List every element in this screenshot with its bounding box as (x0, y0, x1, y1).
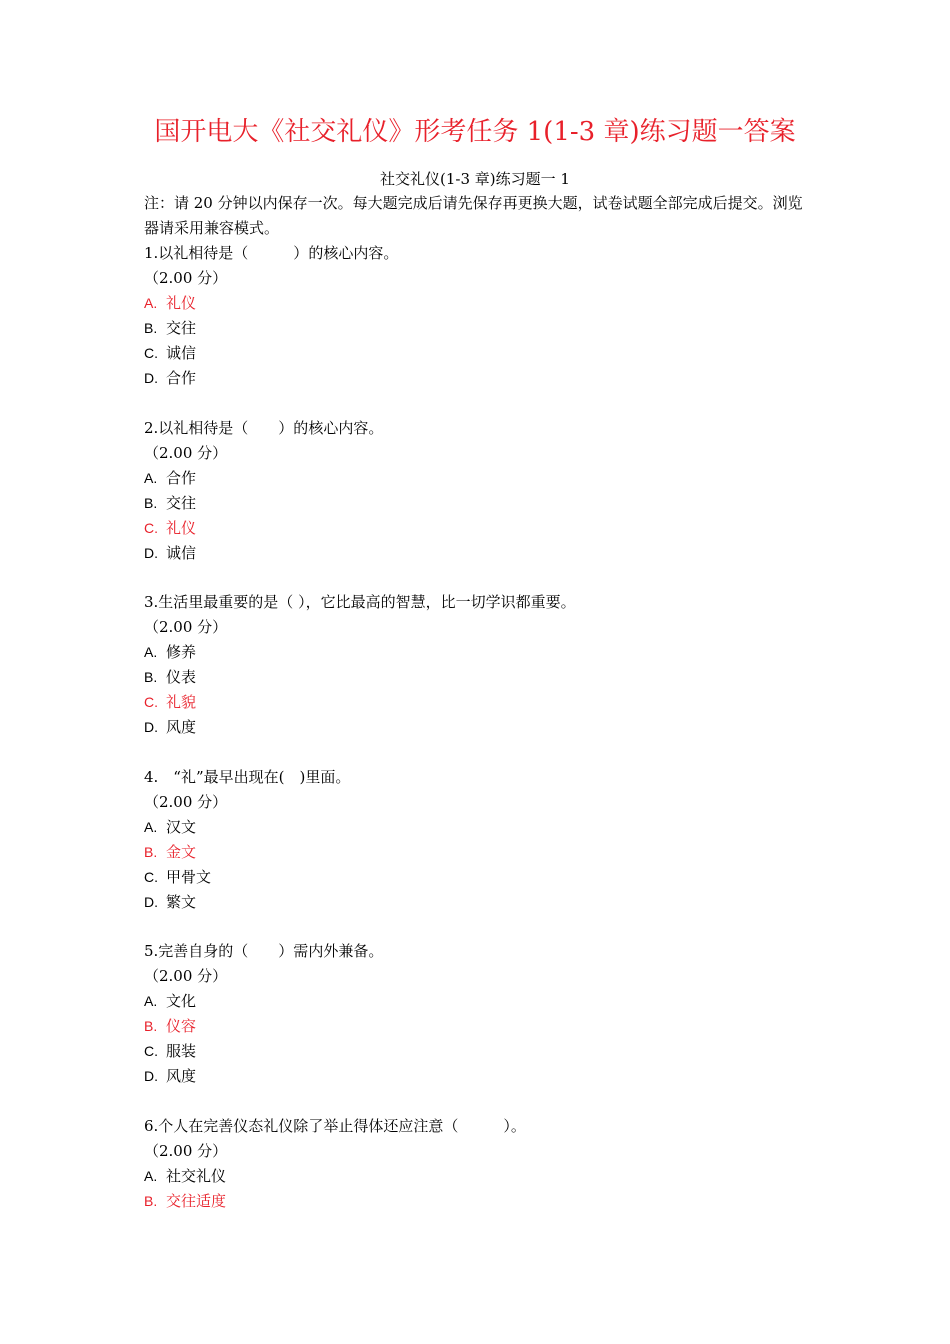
option-item (144, 1039, 824, 1064)
option-letter: A. (144, 1167, 158, 1184)
option-letter: D. (144, 370, 158, 386)
question-score: （2.00 分） (144, 443, 228, 462)
option-text: 修养 (166, 643, 197, 661)
option-letter: B. (144, 494, 158, 511)
question-text: 5.完善自身的（ ）需内外兼备。 (144, 942, 384, 960)
option-letter: B. (144, 1192, 158, 1209)
question-spacer (144, 915, 824, 940)
option-item-correct (144, 1189, 824, 1214)
option-text: 甲骨文 (166, 867, 212, 886)
option-text: 合作 (166, 369, 197, 387)
question-score: （2.00 分） (144, 967, 228, 985)
option-item (144, 366, 824, 391)
option-letter: D. (144, 719, 158, 735)
question-text: 2.以礼相待是（ ）的核心内容。 (144, 418, 384, 437)
option-item-correct (144, 516, 824, 541)
option-item (144, 640, 824, 665)
option-text: 诚信 (166, 344, 197, 362)
question-score: （2.00 分） (144, 618, 228, 636)
option-letter: A. (144, 644, 158, 660)
option-item (144, 989, 824, 1014)
option-letter: C. (144, 694, 158, 710)
option-item (144, 341, 824, 366)
question-block (144, 590, 824, 765)
option-item (144, 466, 824, 491)
option-text: 繁文 (166, 892, 197, 911)
option-item (144, 1064, 824, 1089)
option-letter: D. (144, 544, 158, 561)
option-text: 交往适度 (166, 1191, 227, 1210)
option-letter: A. (144, 993, 158, 1009)
question-score: （2.00 分） (144, 269, 228, 287)
option-text: 仪表 (166, 668, 197, 686)
option-text: 合作 (166, 468, 197, 487)
document-subtitle: 社交礼仪(1-3 章)练习题一 1 (380, 170, 570, 188)
notice-text: 注：请 20 分钟以内保存一次。每大题完成后请先保存再更换大题，试卷试题全部完成后提交。浏览器请采用兼容模式。 (144, 194, 803, 237)
question-spacer (144, 1089, 824, 1114)
document-title: 国开电大《社交礼仪》形考任务 1(1-3 章)练习题一答案 (154, 117, 796, 147)
option-letter: C. (144, 345, 158, 361)
option-item (144, 1164, 824, 1189)
option-letter: B. (144, 843, 158, 860)
option-text: 风度 (166, 718, 197, 736)
question-text: 4. “礼”最早出现在( )里面。 (144, 767, 351, 786)
document-body (144, 191, 824, 1214)
option-text: 诚信 (166, 543, 197, 562)
option-text: 金文 (166, 842, 197, 861)
option-letter: D. (144, 893, 158, 910)
option-text: 社交礼仪 (166, 1166, 227, 1185)
option-item (144, 865, 824, 890)
option-text: 文化 (166, 992, 197, 1010)
option-item (144, 715, 824, 740)
option-letter: D. (144, 1068, 158, 1084)
option-item-correct (144, 840, 824, 865)
option-item-correct (144, 1014, 824, 1039)
question-block (144, 765, 824, 940)
option-item (144, 665, 824, 690)
question-text: 3.生活里最重要的是（ ），它比最高的智慧，比一切学识都重要。 (144, 593, 576, 611)
option-item (144, 491, 824, 516)
option-text: 交往 (166, 493, 197, 512)
option-letter: C. (144, 1043, 158, 1059)
question-spacer (144, 391, 824, 416)
option-text: 仪容 (166, 1017, 197, 1035)
option-item (144, 541, 824, 566)
question-spacer (144, 740, 824, 765)
option-letter: B. (144, 320, 158, 336)
question-list (144, 241, 824, 1214)
question-block (144, 241, 824, 416)
question-block (144, 416, 824, 591)
option-text: 礼貌 (166, 693, 197, 711)
question-block (144, 939, 824, 1114)
question-score: （2.00 分） (144, 1141, 228, 1160)
option-text: 服装 (166, 1042, 197, 1060)
option-letter: A. (144, 469, 158, 486)
option-item-correct (144, 690, 824, 715)
option-text: 汉文 (166, 817, 197, 836)
question-text: 1.以礼相待是（ ）的核心内容。 (144, 244, 399, 262)
option-letter: C. (144, 519, 158, 536)
question-spacer (144, 566, 824, 591)
option-letter: B. (144, 1018, 158, 1034)
question-block (144, 1114, 824, 1214)
question-text: 6.个人在完善仪态礼仪除了举止得体还应注意（ ）。 (144, 1116, 526, 1135)
option-text: 礼仪 (166, 518, 197, 537)
option-letter: C. (144, 868, 158, 885)
option-letter: A. (144, 818, 158, 835)
option-item (144, 890, 824, 915)
option-text: 交往 (166, 319, 197, 337)
option-text: 风度 (166, 1067, 197, 1085)
option-item-correct (144, 291, 824, 316)
option-item (144, 815, 824, 840)
option-letter: A. (144, 295, 158, 311)
question-score: （2.00 分） (144, 792, 228, 811)
option-text: 礼仪 (166, 294, 197, 312)
option-item (144, 316, 824, 341)
option-letter: B. (144, 669, 158, 685)
